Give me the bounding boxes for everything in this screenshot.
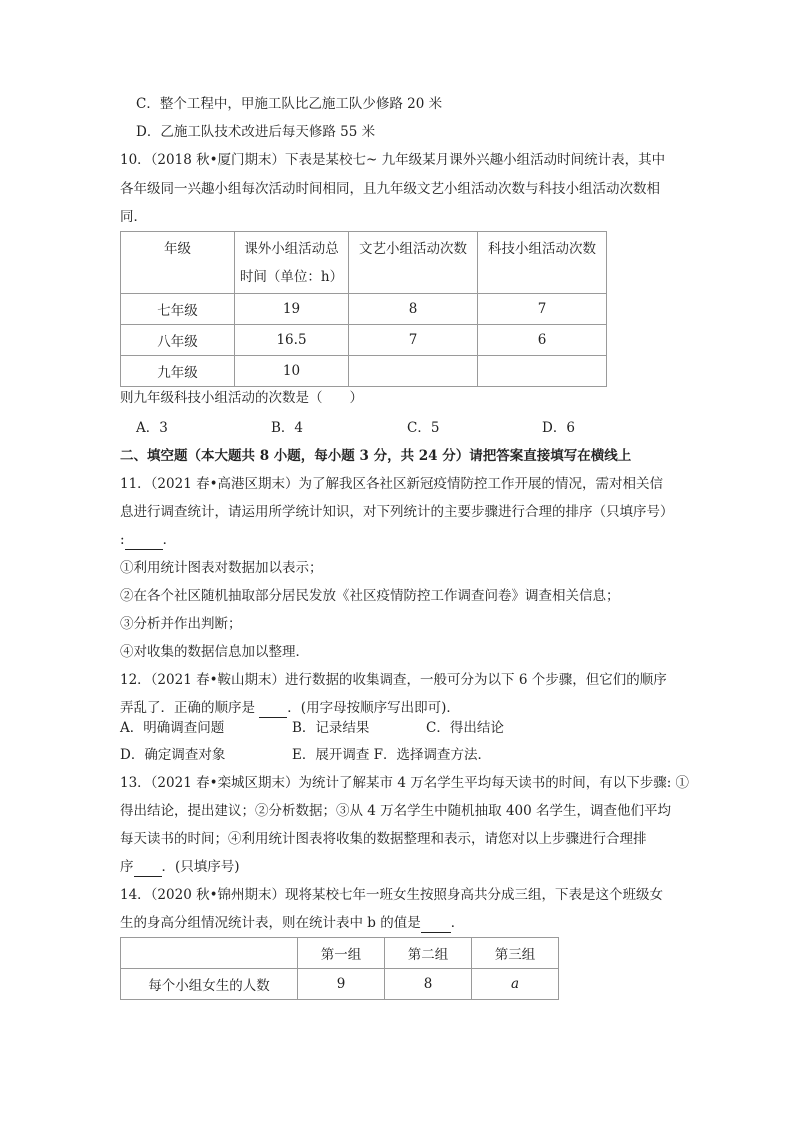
q9-option-d: D．乙施工队技术改进后每天修路 55 米 (136, 124, 376, 140)
q10-stem-line3: 同． (120, 209, 147, 225)
q13-stem-line4: 序 ．(只填序号) (120, 859, 240, 875)
q10-stem-line2: 各年级同一兴趣小组每次活动时间相同，且九年级文艺小组活动次数与科技小组活动次数相 (120, 181, 660, 197)
q10-option-b: B．4 (271, 420, 304, 436)
table-header-grade: 年级 (121, 232, 235, 294)
q11-item-2: ②在各个社区随机抽取部分居民发放《社区疫情防控工作调查问卷》调查相关信息； (120, 588, 620, 604)
table-row: 每个小组女生的人数 9 8 a (121, 969, 559, 1000)
answer-blank[interactable] (259, 703, 287, 718)
table-header-total-time: 课外小组活动总 时间（单位：h） (235, 232, 349, 294)
q13-stem-line2: 得出结论，提出建议；②分析数据；③从 4 万名学生中随机抽取 400 名学生，调查他们平均 (120, 803, 672, 819)
table-header-art: 文艺小组活动次数 (349, 232, 478, 294)
q10-options (136, 418, 696, 438)
q10-question: 则九年级科技小组活动的次数是（ ） (120, 390, 363, 406)
q11-item-1: ①利用统计图表对数据加以表示； (120, 560, 323, 576)
q13-stem-line3: 每天读书的时间；④利用统计图表将收集的数据整理和表示，请您对以上步骤进行合理排 (120, 831, 647, 847)
table-header-group3: 第三组 (472, 938, 559, 969)
q10-activity-table (120, 231, 607, 387)
table-row-label: 每个小组女生的人数 (121, 969, 298, 1000)
q10-option-a: A．3 (136, 420, 168, 436)
table-row: 九年级 10 (121, 356, 607, 387)
q12-options-row1: A．明确调查问题 B．记录结果 C．得出结论 (120, 720, 504, 736)
q11-item-3: ③分析并作出判断； (120, 616, 242, 632)
q14-height-table (120, 937, 559, 1000)
table-header-group2: 第二组 (385, 938, 472, 969)
table-row: 八年级 16.5 7 6 (121, 325, 607, 356)
q12-stem-line2: 弄乱了．正确的顺序是 ．(用字母按顺序写出即可)． (120, 700, 460, 716)
q14-stem-line1: 14．（2020 秋•锦州期末）现将某校七年一班女生按照身高共分成三组，下表是这个班级女 (120, 887, 664, 903)
q14-stem-line2: 生的身高分组情况统计表，则在统计表中 b 的值是 ． (120, 915, 465, 931)
table-header-group1: 第一组 (298, 938, 385, 969)
q11-stem-line3: : ． (120, 532, 177, 548)
q11-stem-line1: 11．（2021 春•高港区期末）为了解我区各社区新冠疫情防控工作开展的情况，需对相关信 (120, 476, 664, 492)
answer-blank[interactable] (421, 918, 451, 933)
q9-option-c: C．整个工程中，甲施工队比乙施工队少修路 20 米 (136, 96, 443, 112)
section-title: 二、填空题（本大题共 8 小题，每小题 3 分，共 24 分）请把答案直接填写在横线上 (120, 448, 632, 464)
answer-blank[interactable] (134, 862, 162, 877)
q10-stem-line1: 10．（2018 秋•厦门期末）下表是某校七~ 九年级某月课外兴趣小组活动时间统计表，其中 (120, 152, 666, 168)
q11-stem-line2: 息进行调查统计，请运用所学统计知识，对下列统计的主要步骤进行合理的排序（只填序号） (120, 504, 674, 520)
q12-stem-line1: 12．（2021 春•鞍山期末）进行数据的收集调查，一般可分为以下 6 个步骤，但它们的顺序 (120, 672, 667, 688)
table-row: 七年级 19 8 7 (121, 294, 607, 325)
q10-option-c: C．5 (407, 420, 440, 436)
q11-item-4: ④对收集的数据信息加以整理． (120, 644, 309, 660)
q12-options-row2: D．确定调查对象 E．展开调查 F．选择调查方法． (120, 747, 492, 763)
q10-option-d: D．6 (542, 420, 575, 436)
q13-stem-line1: 13．（2021 春•栾城区期末）为统计了解某市 4 万名学生平均每天读书的时间，有以下步骤: ① (120, 775, 690, 791)
answer-blank[interactable] (125, 535, 163, 550)
table-header-science: 科技小组活动次数 (478, 232, 607, 294)
